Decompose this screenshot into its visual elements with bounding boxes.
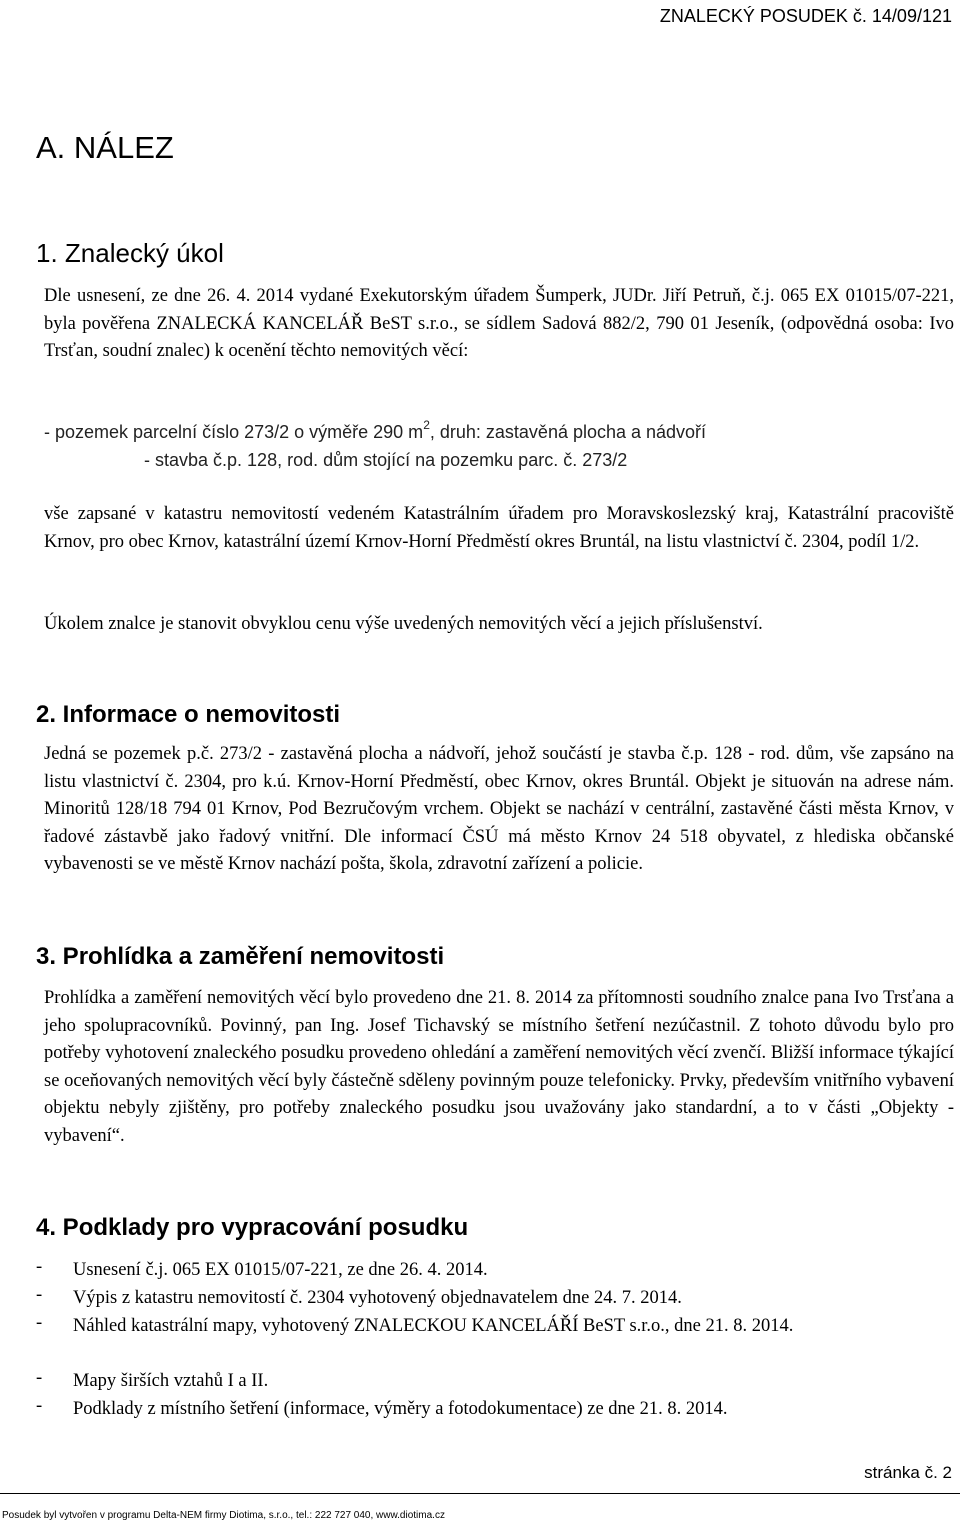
list-item: Mapy širších vztahů I a II. xyxy=(73,1371,269,1391)
list-item: Podklady z místního šetření (informace, výměry a fotodokumentace) ze dne 21. 8. 2014. xyxy=(73,1399,728,1419)
section-3-text: Prohlídka a zaměření nemovitých věcí bylo provedeno dne 21. 8. 2014 za přítomnosti soudního znalce pana Ivo Trsťana a jeho spolupracovníků. Povinný, pan Ing. Josef Tichavský se místního šetření nezúčastnil. Z tohoto důvodu bylo pro potřeby vyhotovení znaleckého posudku provedeno ohledání a zaměření nemovitých věcí zvenčí. Bližší informace týkající se oceňovaných nemovitých věcí byly částečně sděleny povinným pouze telefonicky. Prvky, především vnitřního vybavení objektu nebyly zjištěny, pro potřeby znaleckého posudku jsou uvažovány jako standardní, a to v části „Objekty - vybavení“. xyxy=(44,988,954,1146)
document-header-title: ZNALECKÝ POSUDEK č. 14/09/121 xyxy=(659,6,952,26)
section-1-intro-text: Dle usnesení, ze dne 26. 4. 2014 vydané Exekutorským úřadem Šumperk, JUDr. Jiří Petruň, č.j. 065 EX 01015/07-221, byla pověřena ZNALECKÁ KANCELÁŘ BeST s.r.o., se sídlem Sadová 882/2, 790 01 Jeseník, (odpovědná osoba: Ivo Trsťan, soudní znalec) k ocenění těchto nemovitých věcí: xyxy=(44,286,954,361)
property-item-land-text-a: - pozemek parcelní číslo 273/2 o výměře 290 m xyxy=(44,422,424,442)
list-dash: - xyxy=(36,1368,43,1388)
cadastre-paragraph: vše zapsané v katastru nemovitostí vedeném Katastrálním úřadem pro Moravskoslezský kraj, Katastrální pracoviště Krnov, pro obec Krnov, katastrální území Krnov-Horní Předměstí okres Bruntál, na listu vlastnictví č. 2304, podíl 1/2. xyxy=(44,504,954,552)
property-item-building: - stavba č.p. 128, rod. dům stojící na pozemku parc. č. 273/2 xyxy=(144,450,628,470)
section-1-intro xyxy=(44,283,954,366)
list-dash: - xyxy=(36,1313,43,1333)
section-a-title: A. NÁLEZ xyxy=(36,130,174,165)
footer-divider xyxy=(0,1493,960,1494)
page-number: stránka č. 2 xyxy=(864,1463,952,1482)
footer-text: Posudek byl vytvořen v programu Delta-NEM firmy Diotima, s.r.o., tel.: 222 727 040, www.diotima.cz xyxy=(2,1510,445,1521)
list-item: Výpis z katastru nemovitostí č. 2304 vyhotovený objednavatelem dne 24. 7. 2014. xyxy=(73,1288,682,1308)
list-dash: - xyxy=(36,1396,43,1416)
section-2-text: Jedná se pozemek p.č. 273/2 - zastavěná plocha a nádvoří, jehož součástí je stavba č.p. 128 - rod. dům, vše zapsáno na listu vlastnictví č. 2304, pro k.ú. Krnov-Horní Předměstí, obec Krnov, okres Bruntál. Objekt je situován na adrese nám. Minoritů 128/18 794 01 Krnov, Pod Bezručovým vrchem. Objekt se nachází v centrální, zastavěné části města Krnov, v řadové zástavbě jako řadový vnitřní. Dle informací ČSÚ má město Krnov 24 518 obyvatel, z hlediska občanské vybavenosti se ve městě Krnov nachází pošta, škola, zdravotní zařízení a policie. xyxy=(44,744,954,874)
section-4-title: 4. Podklady pro vypracování posudku xyxy=(36,1214,469,1241)
property-item-land-text-b: , druh: zastavěná plocha a nádvoří xyxy=(429,422,707,442)
section-1-title: 1. Znalecký úkol xyxy=(36,238,224,268)
property-item-land xyxy=(44,418,707,443)
list-dash: - xyxy=(36,1257,43,1277)
section-2-title: 2. Informace o nemovitosti xyxy=(36,701,341,728)
property-item-land-sup: 2 xyxy=(423,418,430,432)
section-3-title: 3. Prohlídka a zaměření nemovitosti xyxy=(36,943,445,970)
list-item: Usnesení č.j. 065 EX 01015/07-221, ze dne 26. 4. 2014. xyxy=(73,1260,488,1280)
list-item: Náhled katastrální mapy, vyhotovený ZNALECKOU KANCELÁŘÍ BeST s.r.o., dne 21. 8. 2014. xyxy=(73,1316,794,1336)
list-dash: - xyxy=(36,1285,43,1305)
task-paragraph: Úkolem znalce je stanovit obvyklou cenu výše uvedených nemovitých věcí a jejich příslušenství. xyxy=(44,614,763,634)
